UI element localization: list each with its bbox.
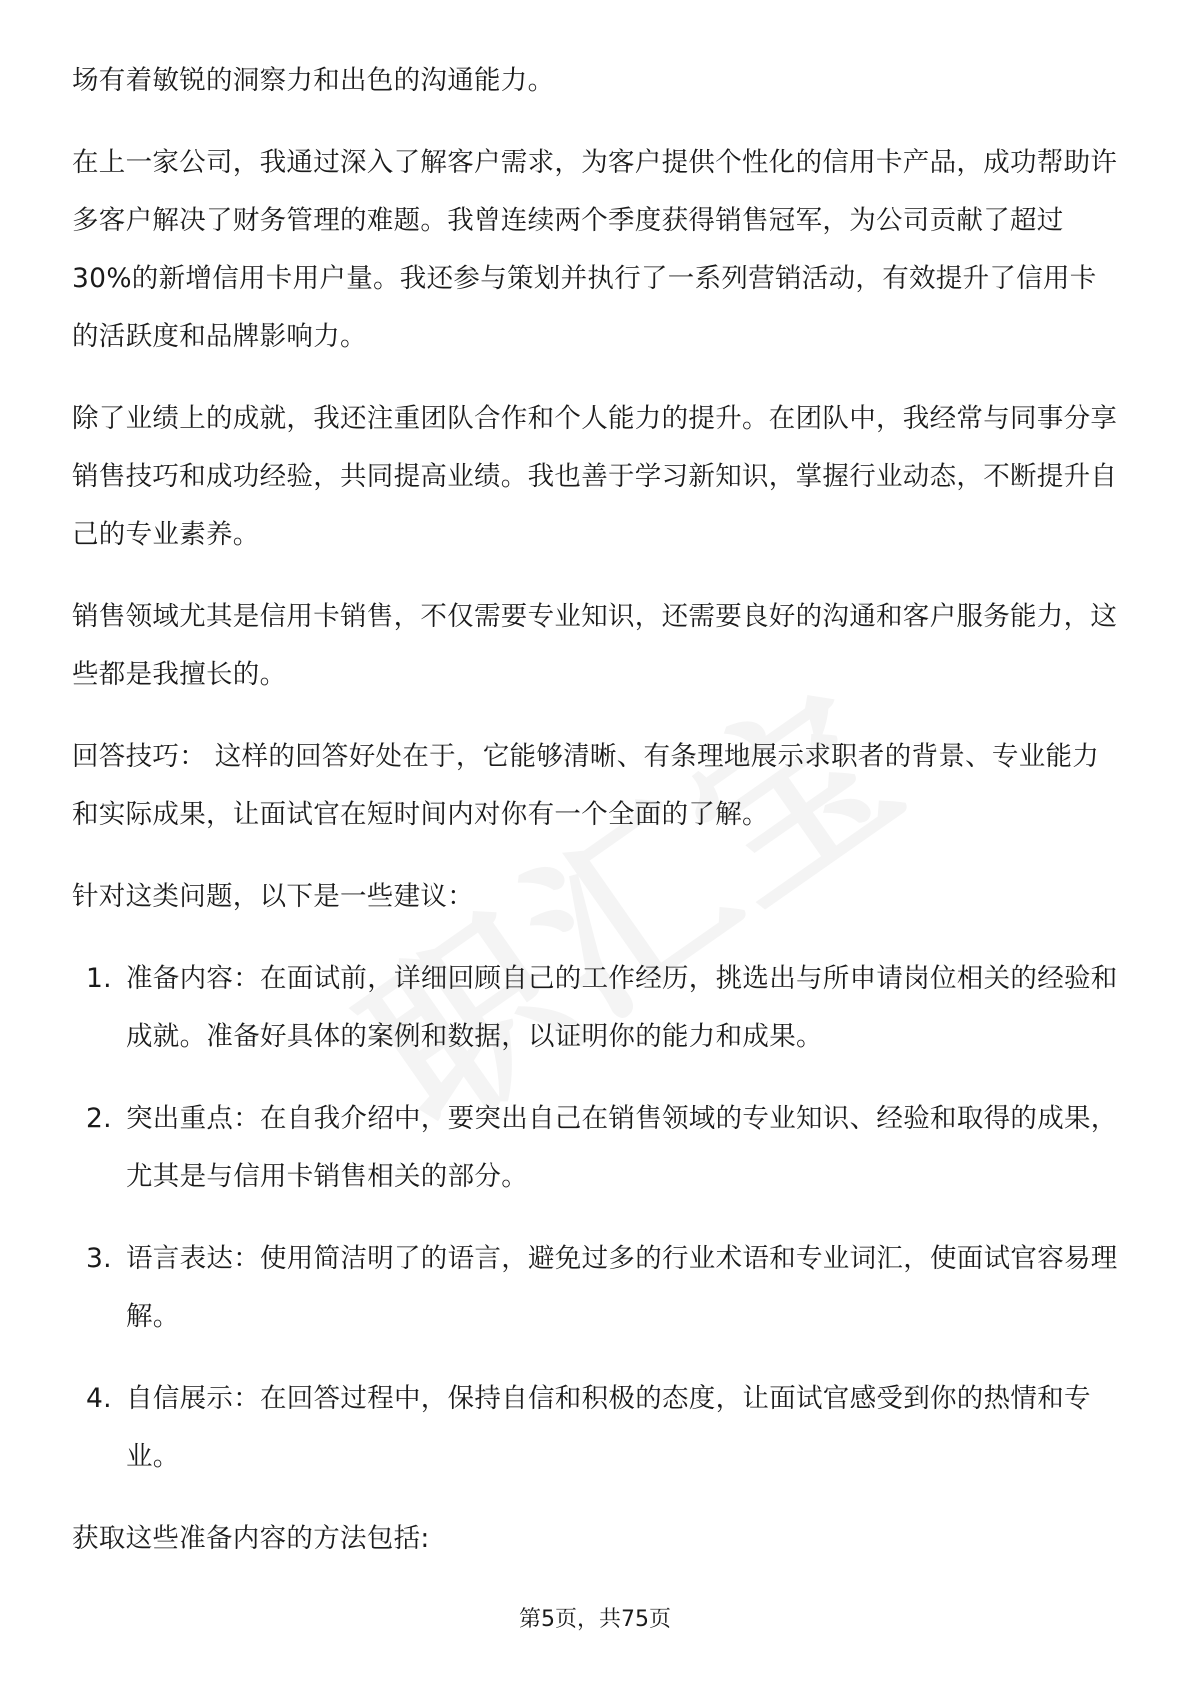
list-item [72,1230,1122,1346]
paragraph: 除了业绩上的成就，我还注重团队合作和个人能力的提升。在团队中，我经常与同事分享销售技巧和成功经验，共同提高业绩。我也善于学习新知识，掌握行业动态，不断提升自己的专业素养。 [72,403,1118,550]
list-number: 1. [86,963,112,994]
list-item-text: 语言表达：使用简洁明了的语言，避免过多的行业术语和专业词汇，使面试官容易理解。 [126,1243,1118,1332]
suggestions-intro: 针对这类问题，以下是一些建议： [72,881,474,912]
list-number: 4. [86,1383,112,1414]
list-item-text: 突出重点：在自我介绍中，要突出自己在销售领域的专业知识、经验和取得的成果，尤其是与信用卡销售相关的部分。 [126,1103,1118,1192]
list-item [72,1090,1122,1206]
document-body [72,52,1122,1568]
list-number: 3. [86,1243,112,1274]
answer-tips-paragraph: 回答技巧： 这样的回答好处在于，它能够清晰、有条理地展示求职者的背景、专业能力和实际成果，让面试官在短时间内对你有一个全面的了解。 [72,741,1100,830]
paragraph: 销售领域尤其是信用卡销售，不仅需要专业知识，还需要良好的沟通和客户服务能力，这些都是我擅长的。 [72,601,1118,690]
list-item-text: 自信展示：在回答过程中，保持自信和积极的态度，让面试官感受到你的热情和专业。 [126,1383,1091,1472]
page-footer: 第5页，共75页 [519,1607,671,1632]
suggestions-list [72,950,1122,1486]
list-item-text: 准备内容：在面试前，详细回顾自己的工作经历，挑选出与所申请岗位相关的经验和成就。准备好具体的案例和数据，以证明你的能力和成果。 [126,963,1118,1052]
paragraph: 在上一家公司，我通过深入了解客户需求，为客户提供个性化的信用卡产品，成功帮助许多客户解决了财务管理的难题。我曾连续两个季度获得销售冠军，为公司贡献了超过30%的新增信用卡用户量。我还参与策划并执行了一系列营销活动，有效提升了信用卡的活跃度和品牌影响力。 [72,147,1118,352]
list-item [72,950,1122,1066]
list-item [72,1370,1122,1486]
paragraph: 场有着敏锐的洞察力和出色的沟通能力。 [72,65,555,96]
closing-line: 获取这些准备内容的方法包括: [72,1523,430,1554]
list-number: 2. [86,1103,112,1134]
